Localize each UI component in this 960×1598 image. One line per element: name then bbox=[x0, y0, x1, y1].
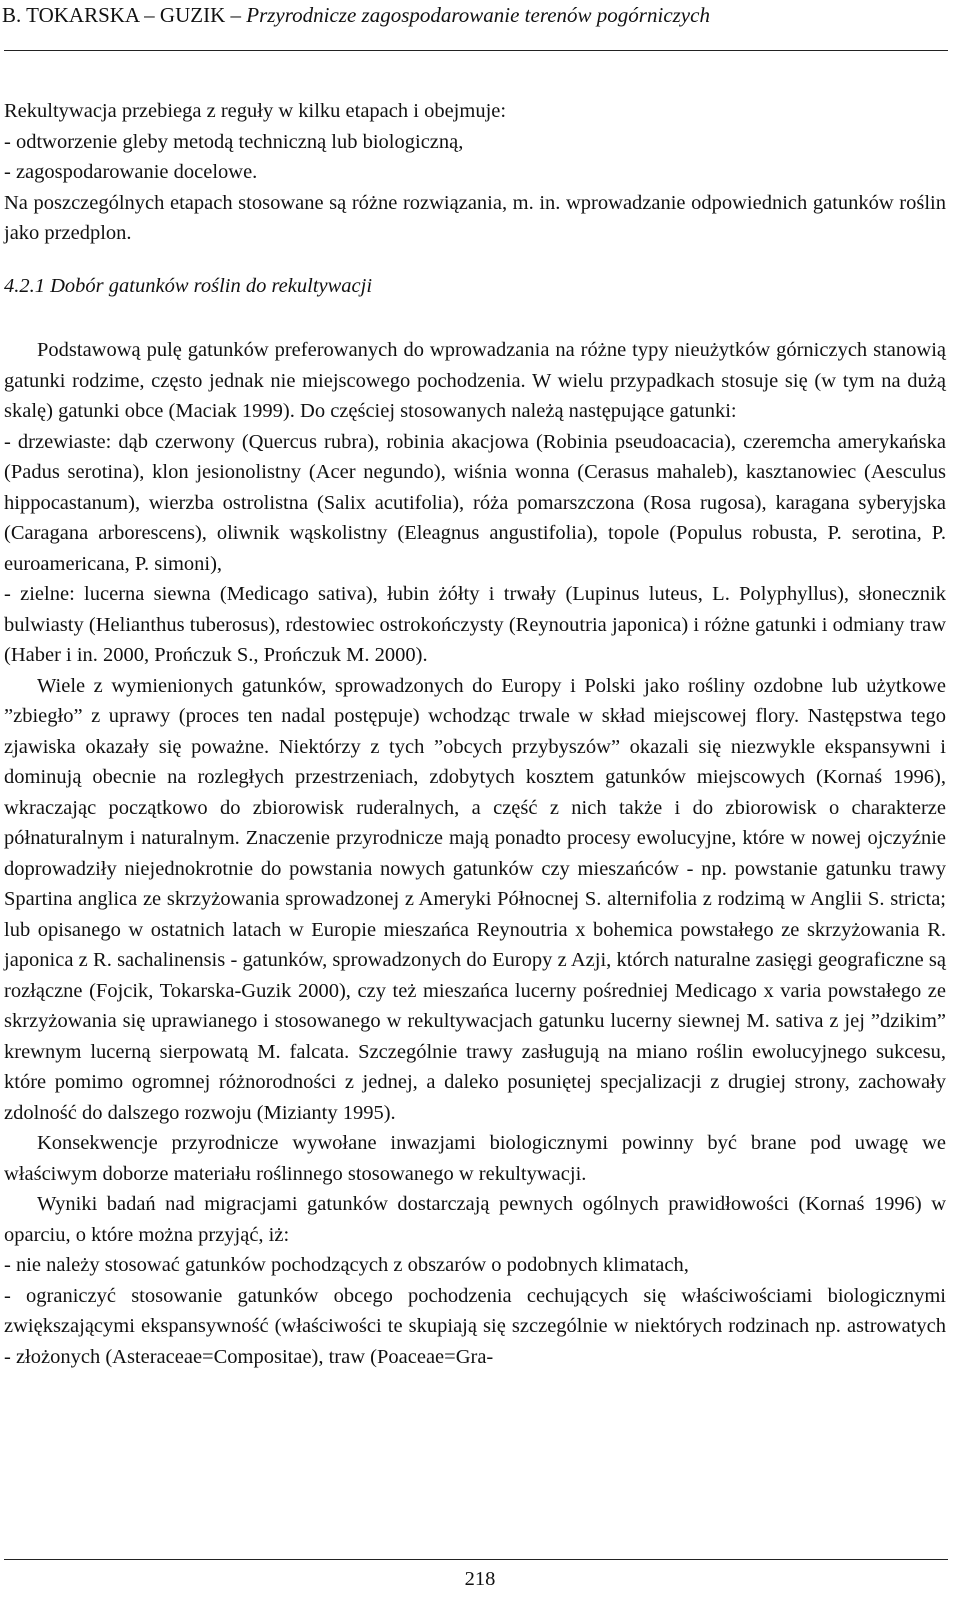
paragraph-3: Konsekwencje przyrodnicze wywołane inwazjami biologicznymi powinny być brane pod uwagę we właściwym doborze materiału roślinnego stosowanego w rekultywacji. bbox=[4, 1132, 946, 1185]
paragraph-4: Wyniki badań nad migracjami gatunków dostarczają pewnych ogólnych prawidłowości (Kornaś 1996) w oparciu, o które można przyjąć, iż: bbox=[4, 1193, 946, 1246]
intro-item-2: - zagospodarowanie docelowe. bbox=[4, 161, 258, 183]
paragraph-2: Wiele z wymienionych gatunków, sprowadzonych do Europy i Polski jako rośliny ozdobne lub użytkowe ”zbiegło” z uprawy (proces ten nadal postępuje) wchodząc trwale w skład miejscowej flory. Następstwa tego zjawiska okazały się poważne. Niektórzy z tych ”obcych przybyszów” okazali się niezwykle ekspansywni i dominują obecnie na rozległych przestrzeniach, zdobytych kosztem gatunków miejscowych (Kornaś 1996), wkraczając początkowo do zbiorowisk ruderalnych, a część z nich także i do zbiorowisk o charakterze półnaturalnym i naturalnym. Znaczenie przyrodnicze mają ponadto procesy ewolucyjne, które w nowej ojczyźnie doprowadziły niejednokrotnie do powstania nowych gatunków czy mieszańców - np. powstanie gatunku trawy Spartina anglica ze skrzyżowania sprowadzonej z Ameryki Północnej S. alternifolia z rodzimą w Anglii S. stricta; lub opisanego w ostatnich latach w Europie mieszańca Reynoutria x bohemica powstałego ze skrzyżowania R. japonica z R. sachalinensis - gatunków, sprowadzonych do Europy z Azji, którch naturalne zasięgi geograficzne są rozłączne (Fojcik, Tokarska-Guzik 2000), czy też mieszańca lucerny pośredniej Medicago x varia powstałego ze skrzyżowania się uprawianego i stosowanego w rekultywacjach gatunku lucerny siewnej M. sativa z jej ”dzikim” krewnym lucerną sierpowatą M. falcata. Szczególnie trawy zasługują na miano roślin ewolucyjnego sukcesu, które pomimo ogromnej różnorodności z jednej, a daleko posuniętej specjalizacji z drugiej strony, zachowały zdolność do dalszego rozwoju (Mizianty 1995). bbox=[4, 674, 946, 1124]
section-heading: 4.2.1 Dobór gatunków roślin do rekultywacji bbox=[4, 274, 373, 297]
spacer bbox=[4, 249, 946, 271]
footer-rule bbox=[4, 1559, 948, 1560]
rule-item-2: - ograniczyć stosowanie gatunków obcego pochodzenia cechujących się właściwościami biologicznymi zwiększającymi ekspansywność (właściwości te skupiają się szczególnie w niektórych rodzinach np. astrowatych - złożonych (Asteraceae=Compositae), traw (Poaceae=Gra- bbox=[4, 1284, 946, 1368]
intro-line: Rekultywacja przebiega z reguły w kilku etapach i obejmuje: bbox=[4, 100, 507, 122]
spacer bbox=[4, 301, 946, 335]
page-number: 218 bbox=[464, 1568, 496, 1590]
intro-text: Na poszczególnych etapach stosowane są różne rozwiązania, m. in. wprowadzanie odpowiednich gatunków roślin jako przedplon. bbox=[4, 191, 946, 244]
rule-item-1: - nie należy stosować gatunków pochodzących z obszarów o podobnych klimatach, bbox=[4, 1254, 689, 1276]
running-header bbox=[2, 2, 952, 28]
body-text bbox=[4, 96, 946, 1372]
header-rule bbox=[4, 50, 948, 51]
list-herbs: - zielne: lucerna siewna (Medicago sativa), łubin żółty i trwały (Lupinus luteus, L. Polyphyllus), słonecznik bulwiasty (Helianthus tuberosus), rdestowiec ostrokończysty (Reynoutria japonica) i różne gatunki i odmiany traw (Haber i in. 2000, Prończuk S., Prończuk M. 2000). bbox=[4, 583, 946, 666]
paragraph-1: Podstawową pulę gatunków preferowanych do wprowadzania na różne typy nieużytków górniczych stanowią gatunki rodzime, często jednak nie miejscowego pochodzenia. W wielu przypadkach stosuje się (w tym na dużą skalę) gatunki obce (Maciak 1999). Do częściej stosowanych należą następujące gatunki: bbox=[4, 339, 946, 422]
intro-item-1: - odtworzenie gleby metodą techniczną lub biologiczną, bbox=[4, 130, 464, 153]
header-title: Przyrodnicze zagospodarowanie terenów pogórniczych bbox=[246, 3, 710, 27]
list-trees: - drzewiaste: dąb czerwony (Quercus rubra), robinia akacjowa (Robinia pseudoacacia), czeremcha amerykańska (Padus serotina), klon jesionolistny (Acer negundo), wiśnia wonna (Cerasus mahaleb), kasztanowiec (Aesculus hippocastanum), wierzba ostrolistna (Salix acutifolia), róża pomarszczona (Rosa rugosa), karagana syberyjska (Caragana arborescens), oliwnik wąskolistny (Eleagnus angustifolia), topole (Populus robusta, P. serotina, P. euroamericana, P. simoni), bbox=[4, 430, 946, 575]
header-authors: B. TOKARSKA – GUZIK – bbox=[2, 3, 247, 27]
